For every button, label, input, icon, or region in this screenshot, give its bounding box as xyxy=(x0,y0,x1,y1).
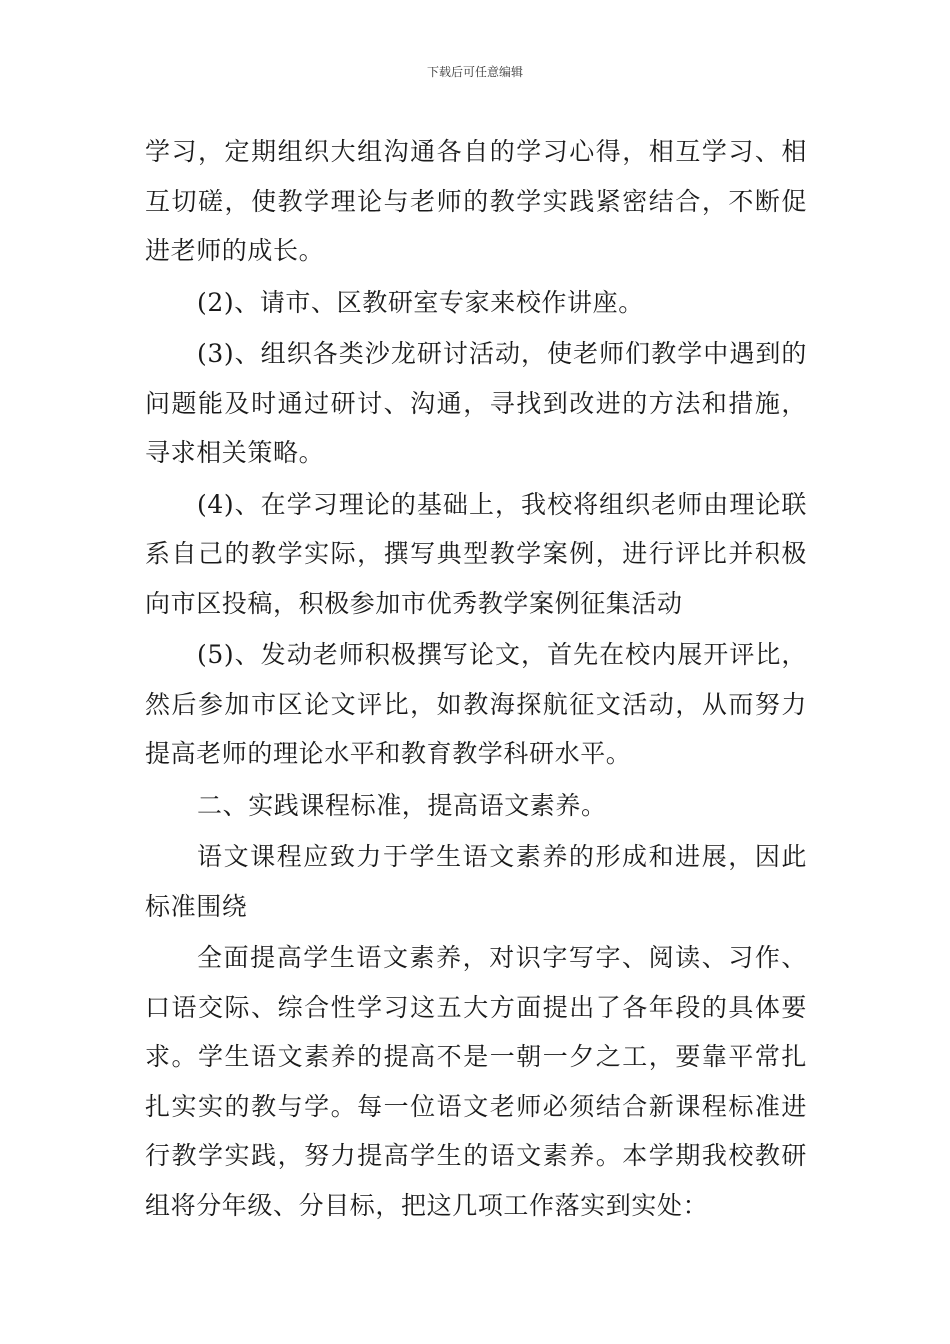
paragraph-item-5: (5)、发动老师积极撰写论文，首先在校内展开评比，然后参加市区论文评比，如教海探航征文活动，从而努力提高老师的理论水平和教育教学科研水平。 xyxy=(145,640,807,768)
paragraph-item-2: (2)、请市、区教研室专家来校作讲座。 xyxy=(197,287,644,317)
document-body xyxy=(145,127,807,1230)
paragraph-item-4: (4)、在学习理论的基础上，我校将组织老师由理论联系自己的教学实际，撰写典型教学案例，进行评比并积极向市区投稿，积极参加市优秀教学案例征集活动 xyxy=(145,489,807,618)
paragraph-item-3: (3)、组织各类沙龙研讨活动，使老师们教学中遇到的问题能及时通过研讨、沟通，寻找到改进的方法和措施，寻求相关策略。 xyxy=(145,339,807,467)
paragraph-standards-intro: 语文课程应致力于学生语文素养的形成和进展，因此标准围绕 xyxy=(145,842,807,921)
page-header: 下载后可任意编辑 xyxy=(426,65,523,79)
section-heading: 二、实践课程标准，提高语文素养。 xyxy=(197,790,607,820)
paragraph-continuation: 学习，定期组织大组沟通各自的学习心得，相互学习、相互切磋，使教学理论与老师的教学实践紧密结合，不断促进老师的成长。 xyxy=(145,137,807,265)
paragraph-standards-body: 全面提高学生语文素养，对识字写字、阅读、习作、口语交际、综合性学习这五大方面提出了各年段的具体要求。学生语文素养的提高不是一朝一夕之工，要靠平常扎扎实实的教与学。每一位语文老师必须结合新课程标准进行教学实践，努力提高学生的语文素养。本学期我校教研组将分年级、分目标，把这几项工作落实到实处： xyxy=(145,943,807,1220)
